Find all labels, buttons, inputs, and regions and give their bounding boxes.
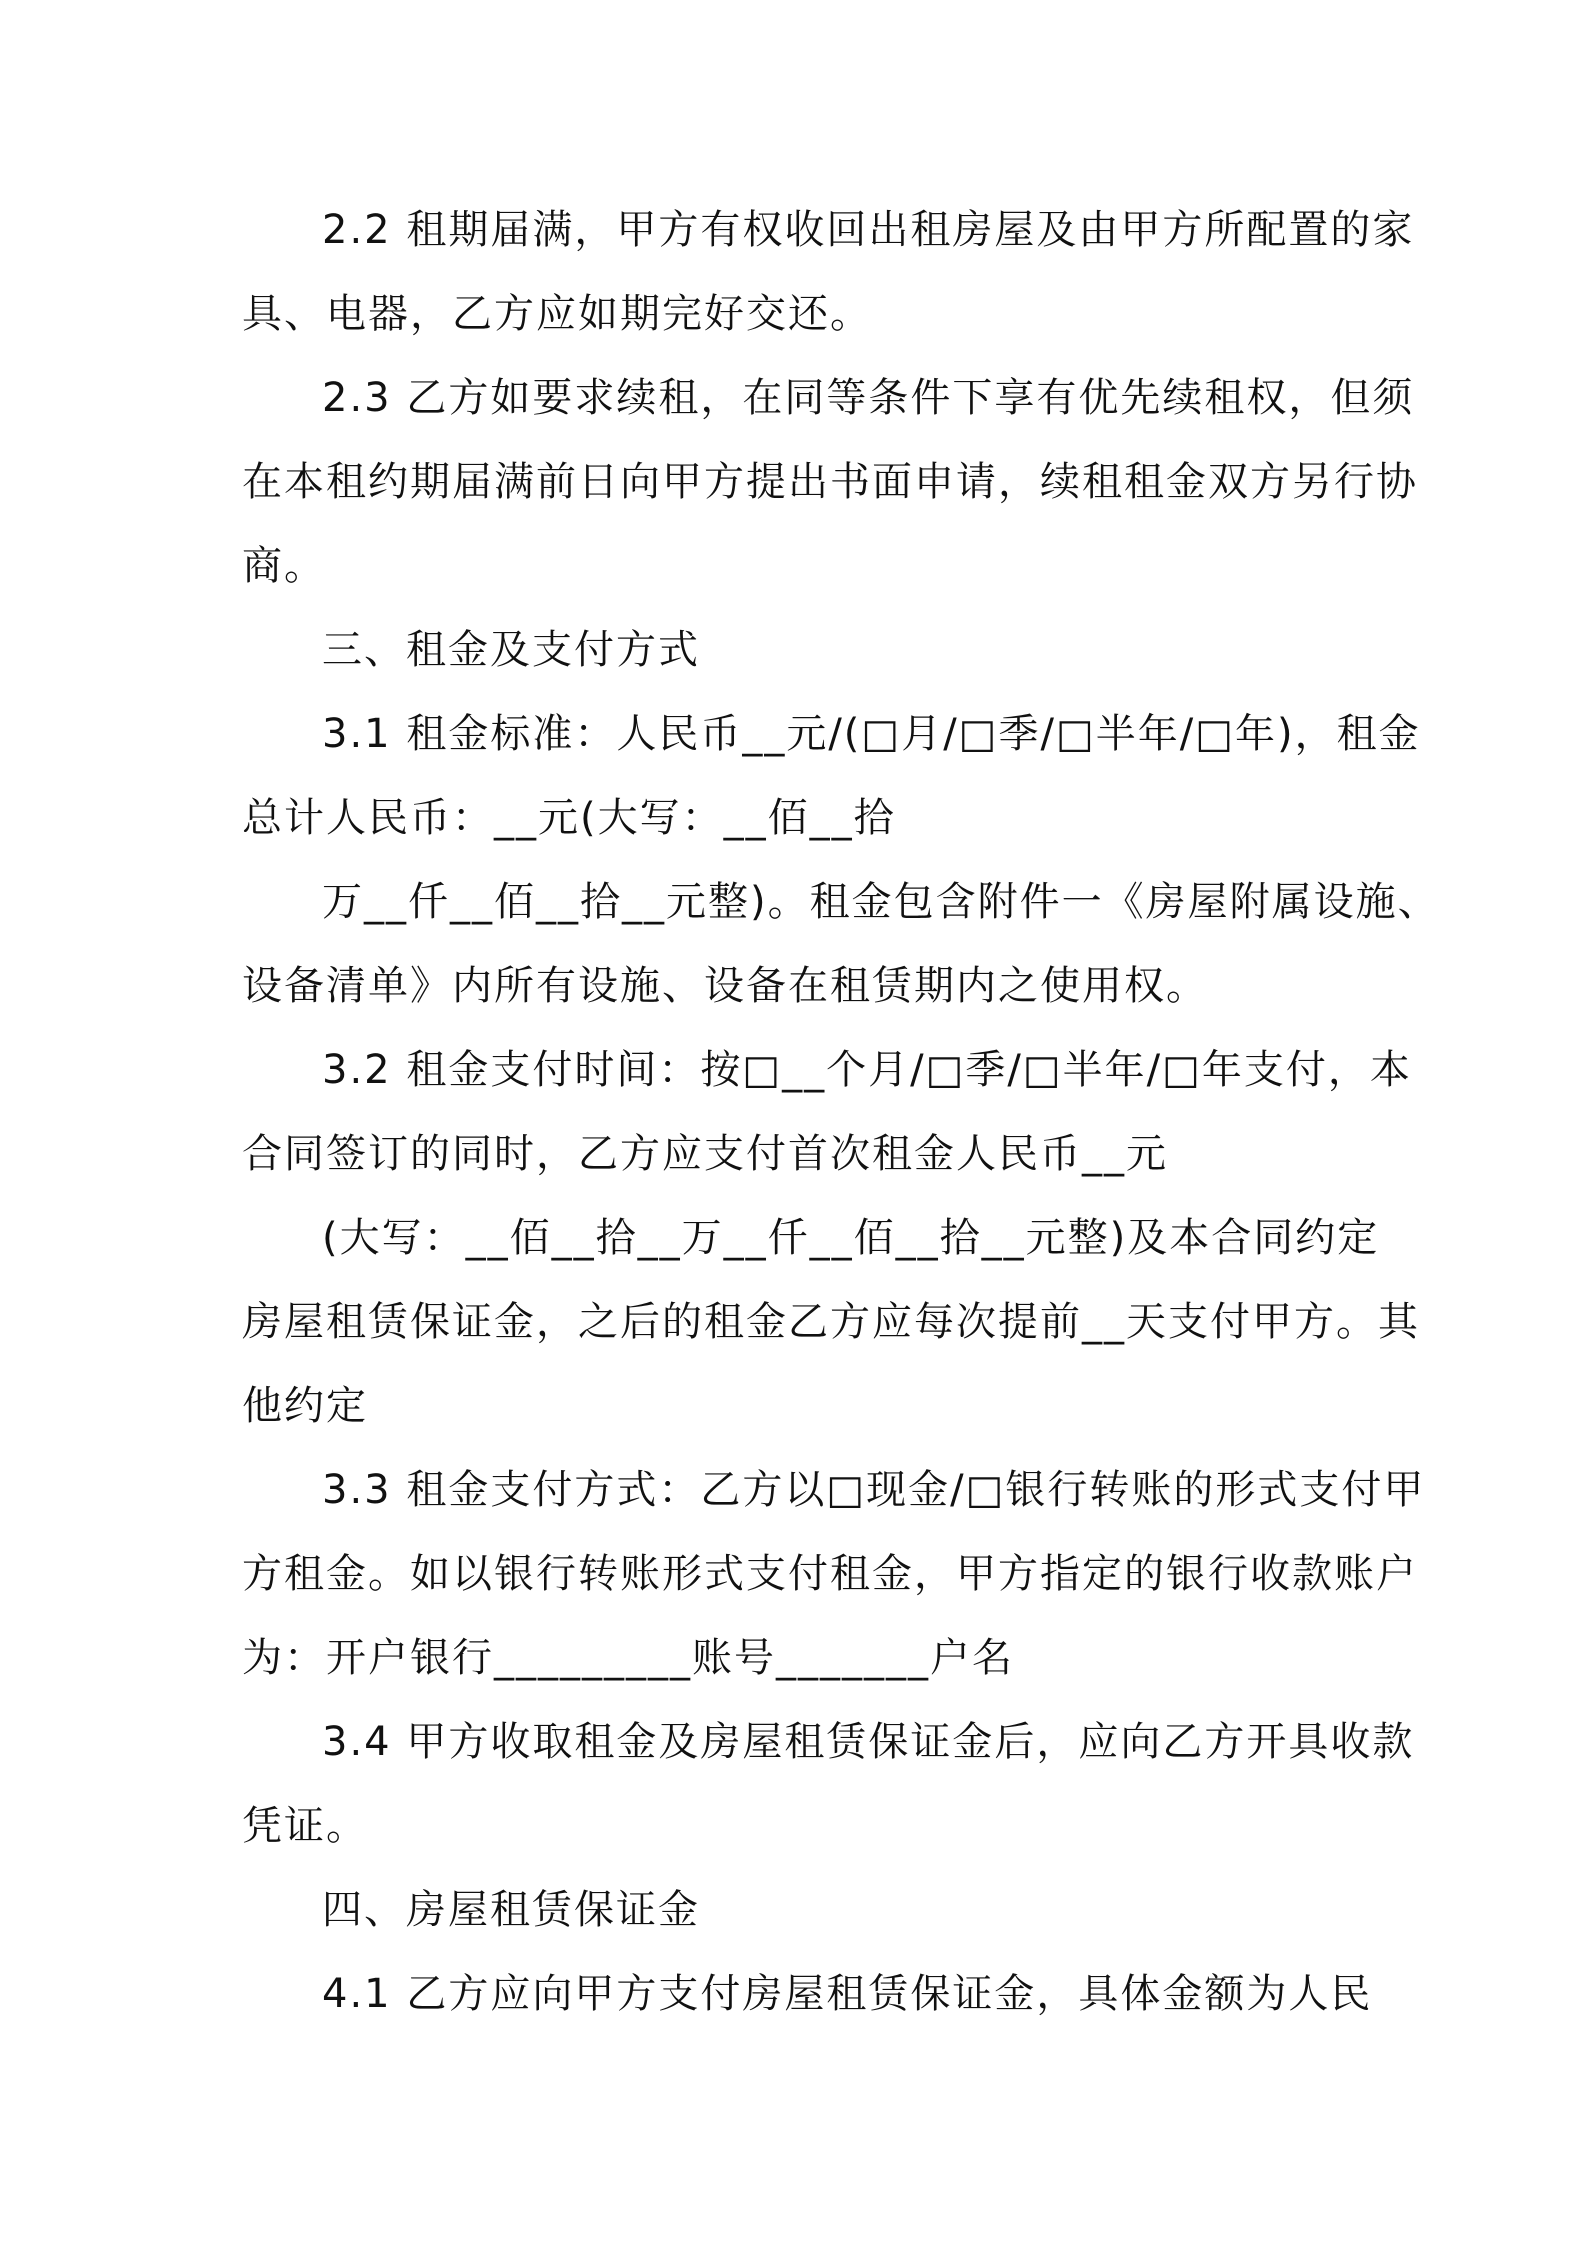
- clause-3-1-line-3: 万__仟__佰__拾__元整)。租金包含附件一《房屋附属设施、: [322, 879, 1440, 925]
- section-4-heading: 四、房屋租赁保证金: [322, 1887, 700, 1933]
- clause-2-2-line-1: 2.2 租期届满，甲方有权收回出租房屋及由甲方所配置的家: [322, 207, 1415, 253]
- clause-3-3-line-2: 方租金。如以银行转账形式支付租金，甲方指定的银行收款账户: [242, 1551, 1418, 1597]
- clause-3-2-line-5: 他约定: [242, 1383, 368, 1429]
- clause-3-3-line-1: 3.3 租金支付方式：乙方以□现金/□银行转账的形式支付甲: [322, 1467, 1426, 1513]
- clause-2-3-line-3: 商。: [242, 543, 326, 589]
- clause-2-3-line-2: 在本租约期届满前日向甲方提出书面申请，续租租金双方另行协: [242, 459, 1418, 505]
- clause-3-2-line-3: (大写：__佰__拾__万__仟__佰__拾__元整)及本合同约定: [322, 1215, 1380, 1261]
- clause-4-1-line-1: 4.1 乙方应向甲方支付房屋租赁保证金，具体金额为人民: [322, 1971, 1373, 2017]
- clause-3-1-line-1: 3.1 租金标准：人民币__元/(□月/□季/□半年/□年)，租金: [322, 711, 1421, 757]
- clause-3-4-line-1: 3.4 甲方收取租金及房屋租赁保证金后，应向乙方开具收款: [322, 1719, 1415, 1765]
- clause-3-4-line-2: 凭证。: [242, 1803, 368, 1849]
- clause-3-1-line-2: 总计人民币：__元(大写：__佰__拾: [242, 795, 896, 841]
- clause-3-2-line-4: 房屋租赁保证金，之后的租金乙方应每次提前__天支付甲方。其: [242, 1299, 1420, 1345]
- section-3-heading: 三、租金及支付方式: [322, 627, 700, 673]
- clause-2-2-line-2: 具、电器，乙方应如期完好交还。: [242, 291, 872, 337]
- clause-2-3-line-1: 2.3 乙方如要求续租，在同等条件下享有优先续租权，但须: [322, 375, 1415, 421]
- clause-3-3-line-3: 为：开户银行_________账号_______户名: [242, 1635, 1014, 1681]
- clause-3-1-line-4: 设备清单》内所有设施、设备在租赁期内之使用权。: [242, 963, 1208, 1009]
- clause-3-2-line-2: 合同签订的同时，乙方应支付首次租金人民币__元: [242, 1131, 1168, 1177]
- clause-3-2-line-1: 3.2 租金支付时间：按□__个月/□季/□半年/□年支付，本: [322, 1047, 1412, 1093]
